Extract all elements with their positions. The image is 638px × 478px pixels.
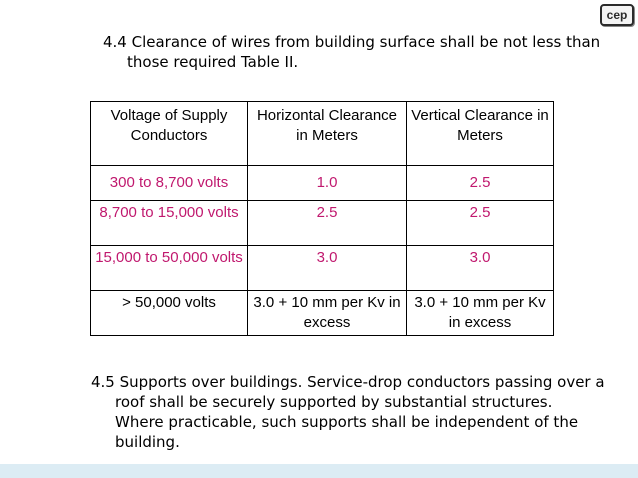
header-vertical-clearance: Vertical Clearance in Meters [407,102,554,166]
section-4-5-line4: building. [115,433,180,451]
cell-horizontal: 2.5 [248,201,407,246]
cell-horizontal: 3.0 + 10 mm per Kv in excess [248,291,407,336]
cell-voltage: 300 to 8,700 volts [91,166,248,201]
footer-band [0,464,638,478]
table-row [91,201,554,246]
section-4-4-line1: 4.4 Clearance of wires from building surface shall be not less than [103,33,601,51]
section-4-4-line2: those required Table II. [127,53,299,71]
cell-horizontal: 1.0 [248,166,407,201]
cell-voltage: > 50,000 volts [91,291,248,336]
section-4-4-paragraph [103,32,603,72]
header-voltage: Voltage of Supply Conductors [91,102,248,166]
section-4-5-line3: Where practicable, such supports shall be independent of the [115,413,579,431]
cell-vertical: 3.0 + 10 mm per Kv in excess [407,291,554,336]
cell-vertical: 3.0 [407,246,554,291]
table-header-row [91,102,554,166]
cep-logo: cep [600,4,634,26]
cell-vertical: 2.5 [407,166,554,201]
table-row [91,291,554,336]
cell-horizontal: 3.0 [248,246,407,291]
cell-voltage: 8,700 to 15,000 volts [91,201,248,246]
header-horizontal-clearance: Horizontal Clearance in Meters [248,102,407,166]
table-row [91,166,554,201]
cell-vertical: 2.5 [407,201,554,246]
cell-voltage: 15,000 to 50,000 volts [91,246,248,291]
table-row [91,246,554,291]
section-4-5-line2: roof shall be securely supported by substantial structures. [115,393,553,411]
section-4-5-paragraph [91,372,611,452]
section-4-5-line1: 4.5 Supports over buildings. Service-drop conductors passing over a [91,373,605,391]
clearance-table [90,101,554,336]
